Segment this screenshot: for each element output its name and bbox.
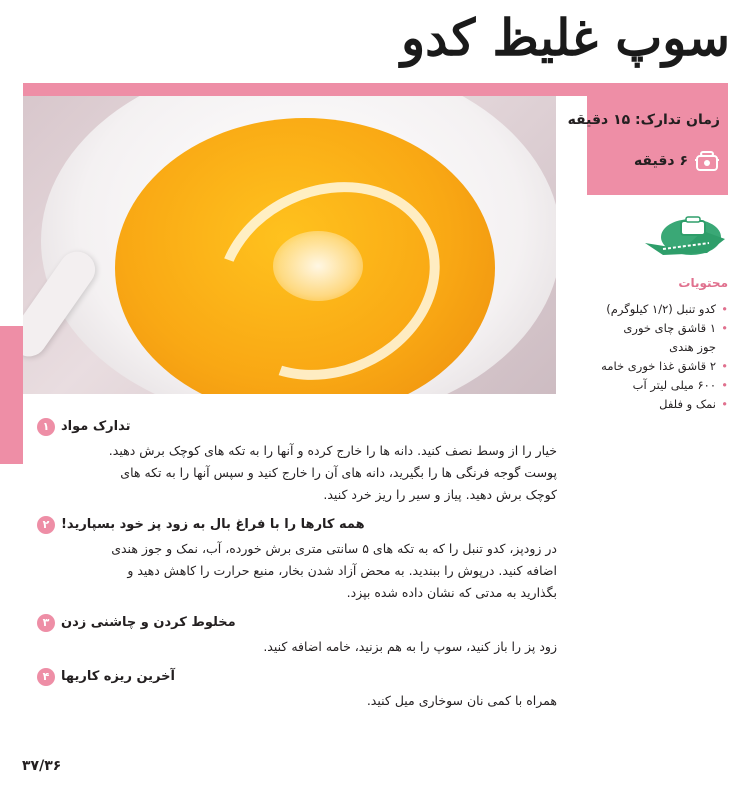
step-line: کوچک برش دهید. پیاز و سیر را ریز خرد کنید.	[323, 487, 557, 502]
step-text	[37, 690, 557, 712]
ingredients-list	[558, 300, 728, 414]
step-title: آخرین ریزه کاریها	[61, 669, 175, 684]
ingredient-item: • نمک و فلفل	[558, 395, 728, 414]
time-box	[567, 96, 728, 195]
step-heading	[37, 514, 557, 536]
step-line: اضافه کنید. درپوش را ببندید. به محض آزاد شدن بخار، منبع حرارت را کاهش دهید و	[127, 563, 557, 578]
header-band	[23, 83, 728, 96]
step-3	[37, 612, 557, 658]
step-number-badge: ۴	[37, 668, 55, 686]
step-line: در زودپز، کدو تنبل را که به تکه های ۵ سانتی متری برش خورده، آب، نمک و جوز هندی	[111, 541, 557, 556]
step-line: همراه با کمی نان سوخاری میل کنید.	[366, 693, 557, 708]
cook-time: ۶ دقیقه	[633, 153, 688, 169]
instructions	[37, 416, 557, 720]
step-text	[37, 636, 557, 658]
step-title: همه کارها را با فراغ بال به زود پز خود بسپارید!	[61, 517, 365, 532]
step-heading	[37, 416, 557, 438]
ingredient-item: • کدو تنبل (۱/۲ کیلوگرم)	[558, 300, 728, 319]
step-number-badge: ۱	[37, 418, 55, 436]
cook-time-row	[634, 148, 720, 174]
pot-badge-icon	[643, 213, 728, 259]
page-number: ۳۷/۳۶	[22, 758, 62, 774]
pot-icon	[694, 148, 720, 174]
step-heading	[37, 666, 557, 688]
soup-photo	[23, 96, 556, 394]
step-title: مخلوط کردن و چاشنی زدن	[61, 615, 236, 630]
step-text	[37, 440, 557, 506]
prep-time: زمان تدارک: ۱۵ دقیقه	[567, 112, 720, 128]
step-line: خیار را از وسط نصف کنید. دانه ها را خارج کرده و آنها را به تکه های کوچک برش دهید.	[108, 443, 557, 458]
step-text	[37, 538, 557, 604]
step-line: پوست گوجه فرنگی ها را بگیرید، دانه های آن را خارج کنید و سپس آنها را به تکه های	[120, 465, 557, 480]
ingredient-item: • ۶۰۰ میلی لیتر آب	[558, 376, 728, 395]
step-line: بگذارید به مدتی که نشان داده شده بپزد.	[346, 585, 557, 600]
ingredients-title: محتویات	[678, 276, 728, 290]
step-title: تدارک مواد	[61, 419, 131, 434]
step-heading	[37, 612, 557, 634]
step-2	[37, 514, 557, 604]
step-number-badge: ۳	[37, 614, 55, 632]
step-1	[37, 416, 557, 506]
side-tab	[0, 326, 23, 464]
step-line: زود پز را باز کنید، سوپ را به هم بزنید، خامه اضافه کنید.	[263, 639, 557, 654]
step-4	[37, 666, 557, 712]
ingredient-item: جوز هندی	[669, 340, 716, 354]
cream-center	[273, 231, 363, 301]
step-number-badge: ۲	[37, 516, 55, 534]
ingredient-item: • ۱ قاشق چای خوری	[558, 319, 728, 338]
page-title: سوپ غلیظ کدو	[400, 8, 730, 67]
ingredient-item: • ۲ قاشق غذا خوری خامه	[558, 357, 728, 376]
